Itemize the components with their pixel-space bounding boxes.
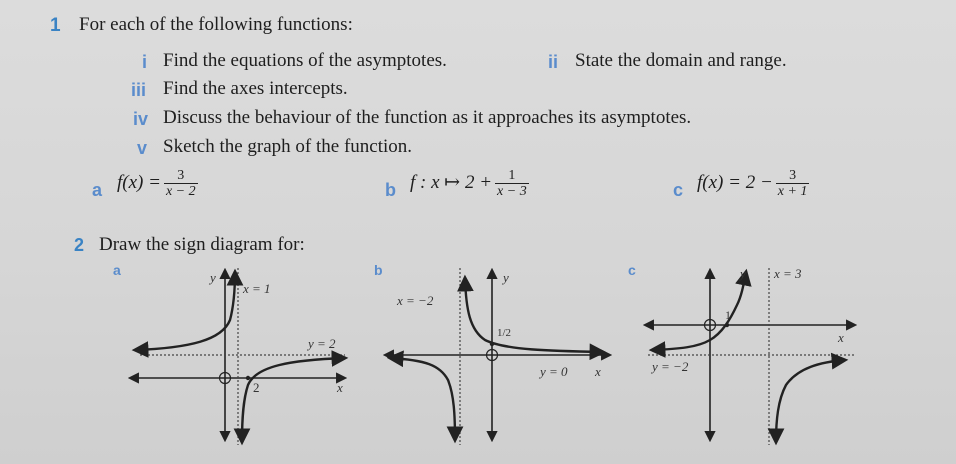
task-i-label: i	[142, 52, 148, 72]
graph-c-vertical-asymptote-label: x = 3	[774, 266, 802, 281]
task-iii-label: iii	[131, 80, 147, 100]
question-2-number: 2	[74, 235, 85, 255]
graph-c-curve-right	[776, 360, 845, 442]
graph-b-horizontal-asymptote-label: y = 0	[540, 364, 568, 379]
graph-b-y-label: y	[503, 270, 509, 285]
graph-a-vertical-asymptote-label: x = 1	[243, 281, 271, 296]
function-b-denominator: x − 3	[497, 184, 527, 199]
function-b-numerator: 1	[495, 168, 529, 184]
graph-c-curve-left	[652, 272, 746, 350]
task-iii-text: Find the axes intercepts.	[163, 78, 348, 99]
function-a-numerator: 3	[164, 168, 198, 184]
graph-b-x-label: x	[595, 364, 601, 379]
graph-c-horizontal-asymptote-label: y = −2	[652, 359, 689, 374]
graph-c-x-label: x	[838, 330, 844, 345]
task-i-text: Find the equations of the asymptotes.	[163, 50, 447, 71]
function-b-label: b	[385, 180, 396, 200]
graph-c-intercept-point	[725, 323, 729, 327]
question-1-number: 1	[50, 15, 61, 36]
task-iv-text: Discuss the behaviour of the function as it approaches its asymptotes.	[163, 107, 692, 128]
graph-b-label: b	[374, 262, 383, 278]
graph-c-y-label: y	[740, 266, 746, 281]
function-a-label: a	[92, 180, 103, 200]
task-ii-text: State the domain and range.	[575, 50, 787, 71]
question-1-prompt: For each of the following functions:	[79, 14, 353, 35]
graph-a-horizontal-asymptote-label: y = 2	[308, 336, 336, 351]
task-v-text: Sketch the graph of the function.	[163, 136, 413, 157]
task-ii-label: ii	[548, 52, 559, 72]
function-a-denominator: x − 2	[165, 184, 196, 199]
graph-a-label: a	[113, 262, 121, 278]
function-c-denominator: x + 1	[777, 184, 808, 199]
question-2-prompt: Draw the sign diagram for:	[99, 234, 305, 255]
graph-a-intercept-label: 2	[253, 380, 260, 395]
graph-b-intercept-label: 1/2	[497, 327, 512, 339]
graph-c-intercept-label: 1	[725, 308, 731, 322]
function-c-lhs: f(x) = 2 −	[697, 171, 773, 193]
graph-c-label: c	[628, 262, 636, 278]
task-iv-label: iv	[133, 109, 149, 129]
graph-b-vertical-asymptote-label: x = −2	[397, 293, 434, 308]
function-a-lhs: f(x) =	[117, 171, 161, 193]
function-c-numerator: 3	[776, 168, 810, 184]
task-v-label: v	[137, 138, 148, 158]
graph-a-y-label: y	[210, 270, 216, 285]
function-c-label: c	[673, 180, 684, 200]
function-b-lhs: f : x ↦ 2 +	[410, 171, 493, 193]
graph-a-x-label: x	[337, 380, 343, 395]
